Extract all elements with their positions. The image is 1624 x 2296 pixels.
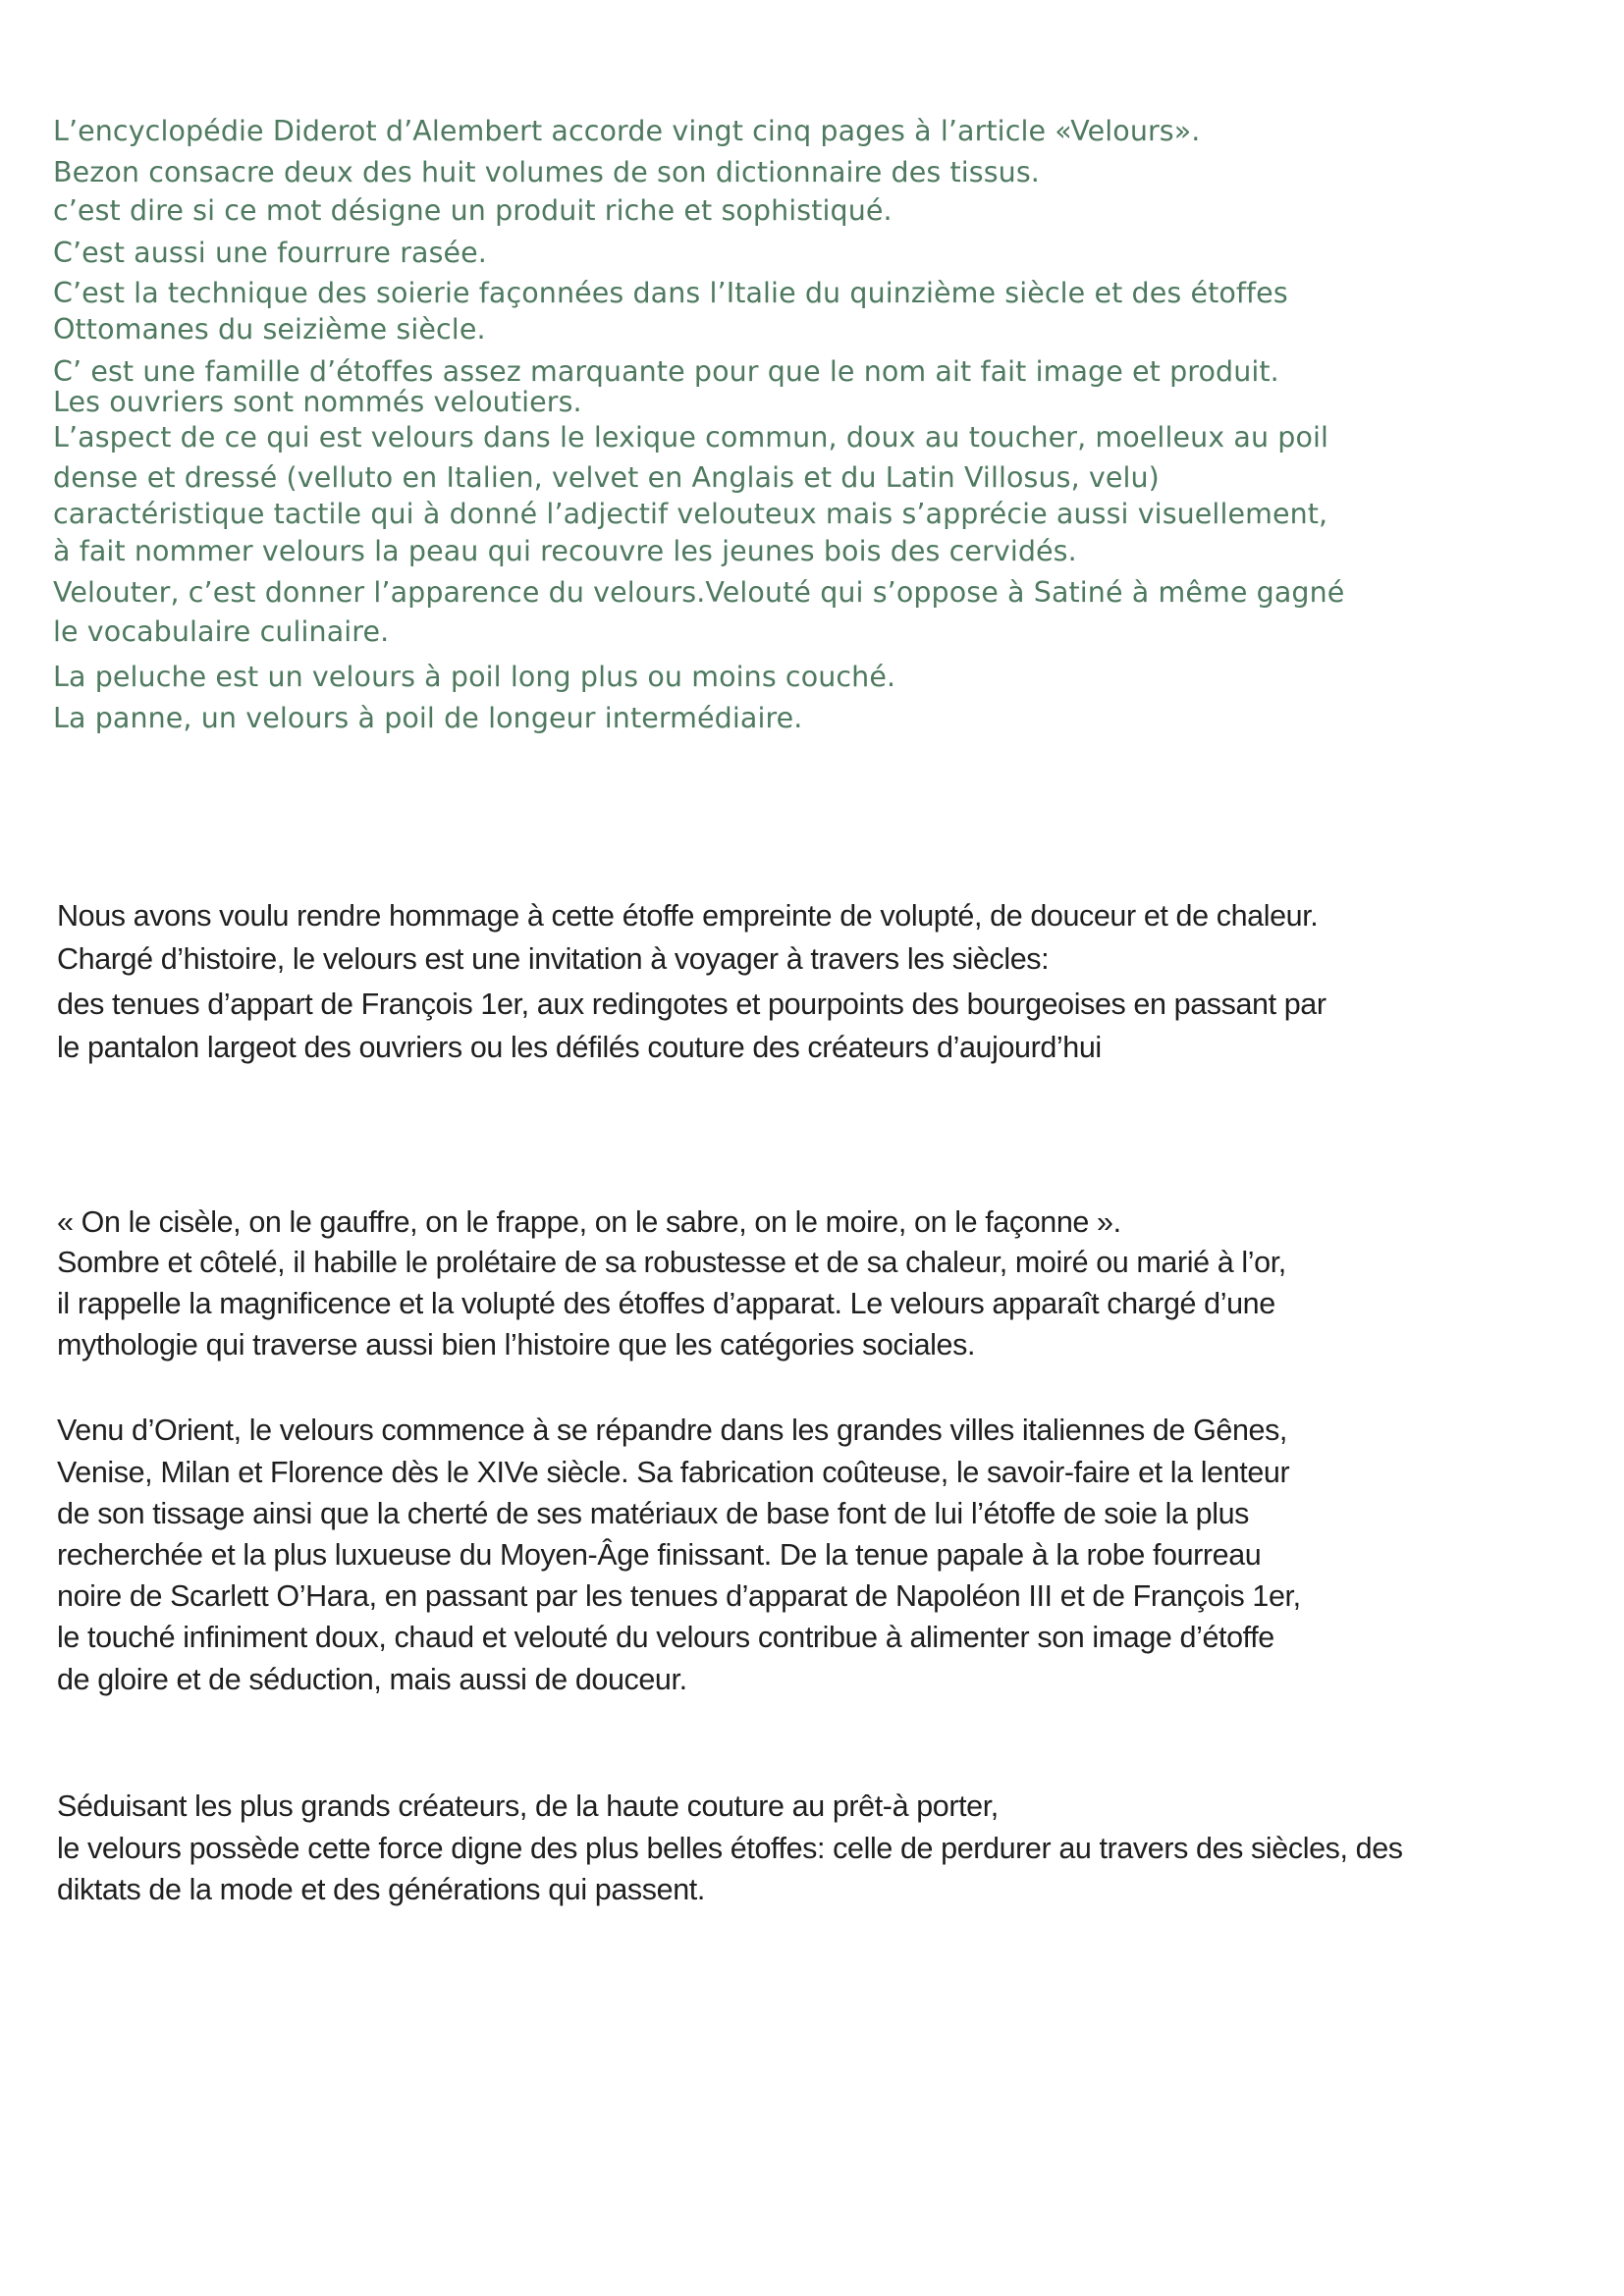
intro-line: C’ est une famille d’étoffes assez marquante pour que le nom ait fait image et produit. — [53, 355, 1279, 388]
paragraph-line: il rappelle la magnificence et la volupté des étoffes d’apparat. Le velours apparaît chargé d’une — [57, 1287, 1275, 1320]
paragraph-line: mythologie qui traverse aussi bien l’histoire que les catégories sociales. — [57, 1328, 976, 1362]
paragraph-line: Venise, Milan et Florence dès le XIVe siècle. Sa fabrication coûteuse, le savoir-faire et la lenteur — [57, 1456, 1290, 1489]
intro-line: La peluche est un velours à poil long plus ou moins couché. — [53, 661, 896, 693]
intro-line: Les ouvriers sont nommés veloutiers. — [53, 386, 582, 418]
paragraph-line: Chargé d’histoire, le velours est une invitation à voyager à travers les siècles: — [57, 942, 1050, 976]
paragraph-line: diktats de la mode et des générations qui passent. — [57, 1873, 705, 1906]
paragraph-line: « On le cisèle, on le gauffre, on le frappe, on le sabre, on le moire, on le façonne ». — [57, 1205, 1121, 1239]
paragraph-line: Sombre et côtelé, il habille le prolétaire de sa robustesse et de sa chaleur, moiré ou marié à l’or, — [57, 1246, 1286, 1279]
paragraph-line: de gloire et de séduction, mais aussi de douceur. — [57, 1663, 687, 1696]
intro-line: L’encyclopédie Diderot d’Alembert accorde vingt cinq pages à l’article «Velours». — [53, 115, 1201, 147]
paragraph-line: le pantalon largeot des ouvriers ou les défilés couture des créateurs d’aujourd’hui — [57, 1031, 1102, 1064]
intro-line: C’est la technique des soierie façonnées dans l’Italie du quinzième siècle et des étoffes — [53, 277, 1288, 309]
paragraph-line: Nous avons voulu rendre hommage à cette étoffe empreinte de volupté, de douceur et de chaleur. — [57, 899, 1319, 933]
paragraph-line: Venu d’Orient, le velours commence à se répandre dans les grandes villes italiennes de Gênes, — [57, 1414, 1288, 1447]
paragraph-line: Séduisant les plus grands créateurs, de la haute couture au prêt-à porter, — [57, 1789, 999, 1823]
intro-line: L’aspect de ce qui est velours dans le lexique commun, doux au toucher, moelleux au poil — [53, 421, 1329, 454]
intro-line: c’est dire si ce mot désigne un produit riche et sophistiqué. — [53, 194, 893, 227]
paragraph-line: le touché infiniment doux, chaud et velouté du velours contribue à alimenter son image d’étoffe — [57, 1621, 1274, 1654]
paragraph-line: noire de Scarlett O’Hara, en passant par les tenues d’apparat de Napoléon III et de François 1er, — [57, 1579, 1301, 1613]
intro-line: La panne, un velours à poil de longeur intermédiaire. — [53, 702, 803, 734]
paragraph-line: des tenues d’appart de François 1er, aux redingotes et pourpoints des bourgeoises en passant par — [57, 988, 1326, 1021]
intro-line: à fait nommer velours la peau qui recouvre les jeunes bois des cervidés. — [53, 535, 1077, 567]
paragraph-line: le velours possède cette force digne des plus belles étoffes: celle de perdurer au travers des siècles, des — [57, 1832, 1403, 1865]
intro-line: Bezon consacre deux des huit volumes de son dictionnaire des tissus. — [53, 156, 1040, 188]
intro-line: caractéristique tactile qui à donné l’adjectif velouteux mais s’apprécie aussi visuellement, — [53, 498, 1328, 530]
intro-line: C’est aussi une fourrure rasée. — [53, 237, 487, 269]
paragraph-line: recherchée et la plus luxueuse du Moyen-Âge finissant. De la tenue papale à la robe fourreau — [57, 1538, 1262, 1572]
intro-line: dense et dressé (velluto en Italien, velvet en Anglais et du Latin Villosus, velu) — [53, 461, 1160, 494]
paragraph-line: de son tissage ainsi que la cherté de ses matériaux de base font de lui l’étoffe de soie la plus — [57, 1497, 1250, 1530]
intro-line: le vocabulaire culinaire. — [53, 615, 390, 648]
intro-line: Velouter, c’est donner l’apparence du velours.Velouté qui s’oppose à Satiné à même gagné — [53, 576, 1345, 609]
intro-line: Ottomanes du seizième siècle. — [53, 313, 486, 346]
